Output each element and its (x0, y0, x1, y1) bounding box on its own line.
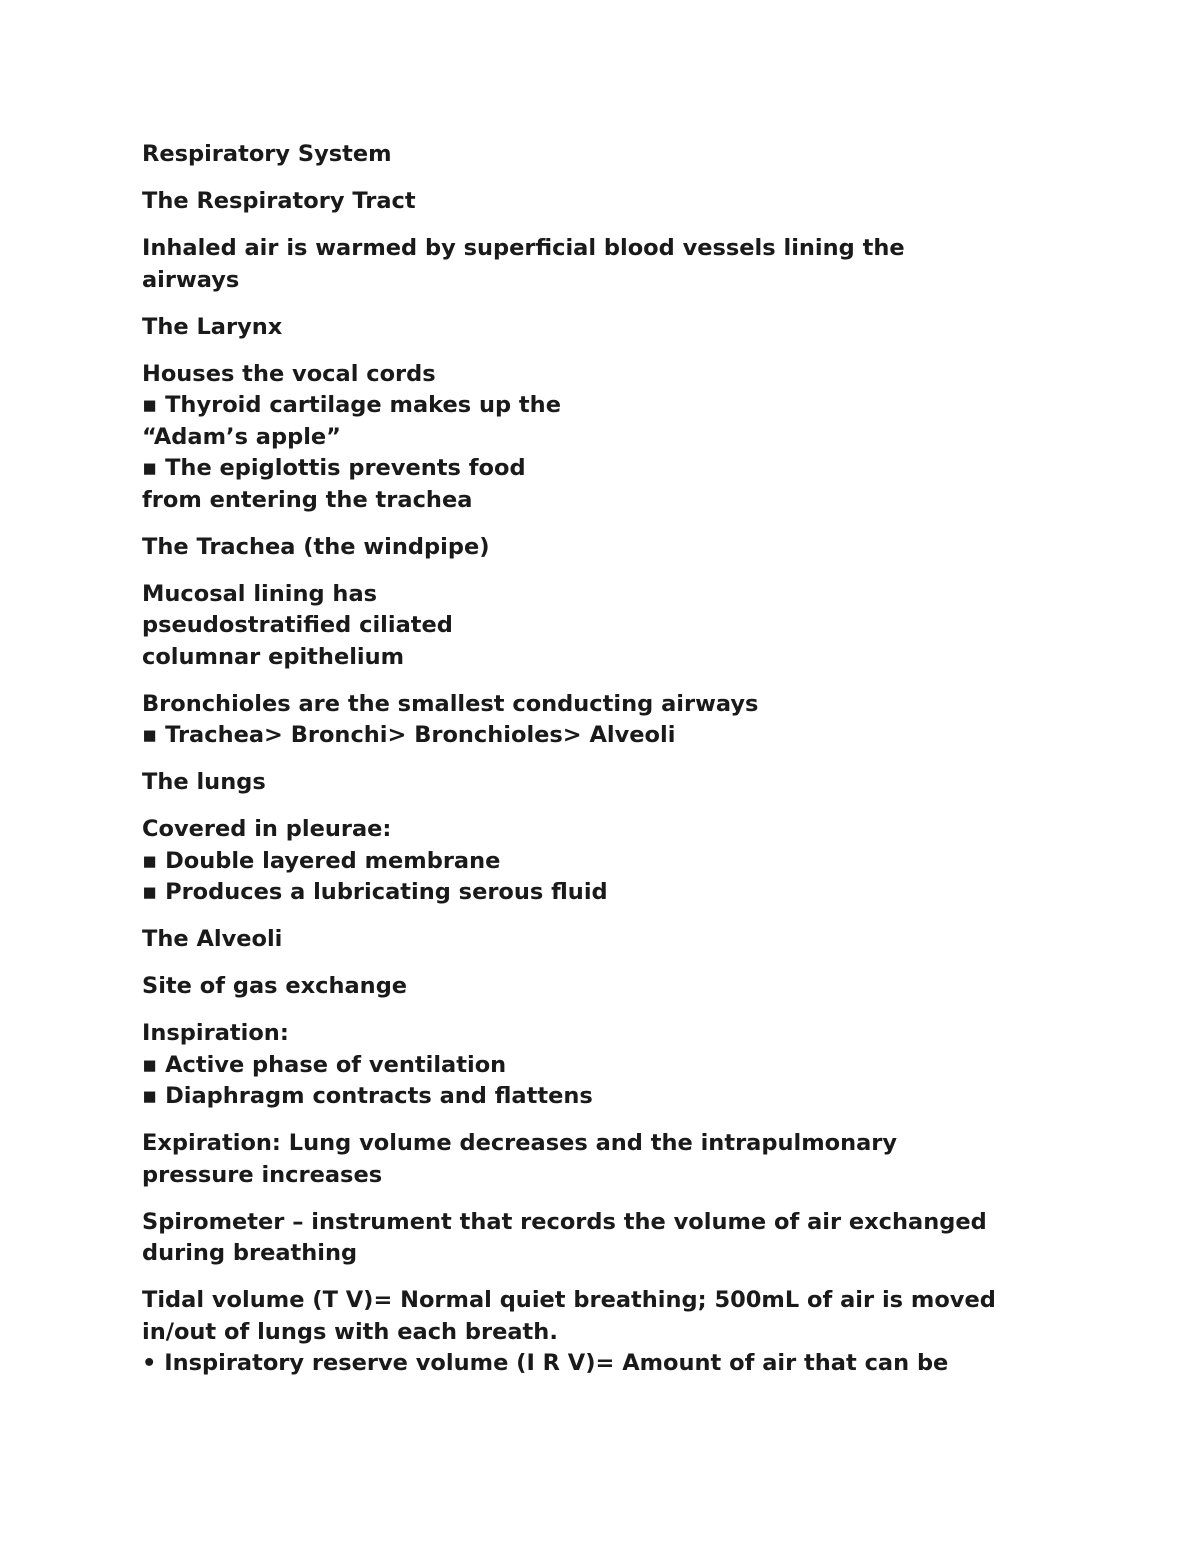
text-line: Inhaled air is warmed by superficial blood vessels lining the (142, 235, 905, 261)
section-heading-larynx (142, 312, 1082, 344)
section-heading-alveoli (142, 924, 1082, 956)
paragraph-expiration (142, 1128, 1082, 1191)
bullet-line: ▪ Active phase of ventilation (142, 1051, 507, 1078)
text-line: “Adam’s apple” (142, 423, 341, 450)
section-heading-lungs (142, 767, 1082, 799)
text-line: pseudostratified ciliated (142, 612, 453, 638)
text-line: during breathing (142, 1240, 358, 1266)
text-line: The Trachea (the windpipe) (142, 533, 490, 560)
paragraph-mucosal-lining (142, 579, 1082, 674)
text-line: The Larynx (142, 313, 283, 340)
paragraph-pleurae (142, 814, 1082, 909)
text-line: columnar epithelium (142, 643, 405, 670)
bullet-line: ▪ Diaphragm contracts and flattens (142, 1083, 593, 1109)
text-line: The Alveoli (142, 926, 283, 952)
text-line: Covered in pleurae: (142, 816, 392, 842)
text-line: Site of gas exchange (142, 973, 408, 999)
text-line: The lungs (142, 769, 266, 795)
document-title (142, 139, 1082, 171)
text-line: Mucosal lining has (142, 580, 378, 607)
paragraph-tidal-volume (142, 1285, 1082, 1380)
paragraph-spirometer (142, 1207, 1082, 1270)
document-page (142, 139, 1082, 1395)
text-line: Expiration: Lung volume decreases and the intrapulmonary (142, 1130, 898, 1156)
paragraph-bronchioles (142, 689, 1082, 752)
paragraph-gas-exchange (142, 971, 1082, 1003)
text-line: Houses the vocal cords (142, 360, 436, 387)
bullet-line: ▪ The epiglottis prevents food (142, 455, 526, 481)
text-line: Respiratory System (142, 141, 392, 167)
bullet-line: • Inspiratory reserve volume (I R V)= Amount of air that can be (142, 1350, 949, 1376)
text-line: The Respiratory Tract (142, 188, 416, 214)
text-line: Tidal volume (T V)= Normal quiet breathing; 500mL of air is moved (142, 1287, 996, 1313)
paragraph-larynx-details (142, 359, 1082, 517)
text-line: pressure increases (142, 1161, 383, 1188)
text-line: in/out of lungs with each breath. (142, 1318, 558, 1345)
bullet-line: ▪ Thyroid cartilage makes up the (142, 392, 561, 418)
section-heading-respiratory-tract (142, 186, 1082, 218)
text-line: airways (142, 266, 240, 293)
text-line: Spirometer – instrument that records the volume of air exchanged (142, 1208, 987, 1235)
bullet-line: ▪ Produces a lubricating serous fluid (142, 879, 608, 905)
paragraph-inhaled-air (142, 233, 1082, 296)
text-line: from entering the trachea (142, 486, 473, 513)
text-line: Bronchioles are the smallest conducting airways (142, 690, 759, 717)
paragraph-inspiration (142, 1018, 1082, 1113)
bullet-line: ▪ Trachea> Bronchi> Bronchioles> Alveoli (142, 722, 676, 748)
section-heading-trachea (142, 532, 1082, 564)
text-line: Inspiration: (142, 1020, 289, 1046)
bullet-line: ▪ Double layered membrane (142, 847, 501, 874)
